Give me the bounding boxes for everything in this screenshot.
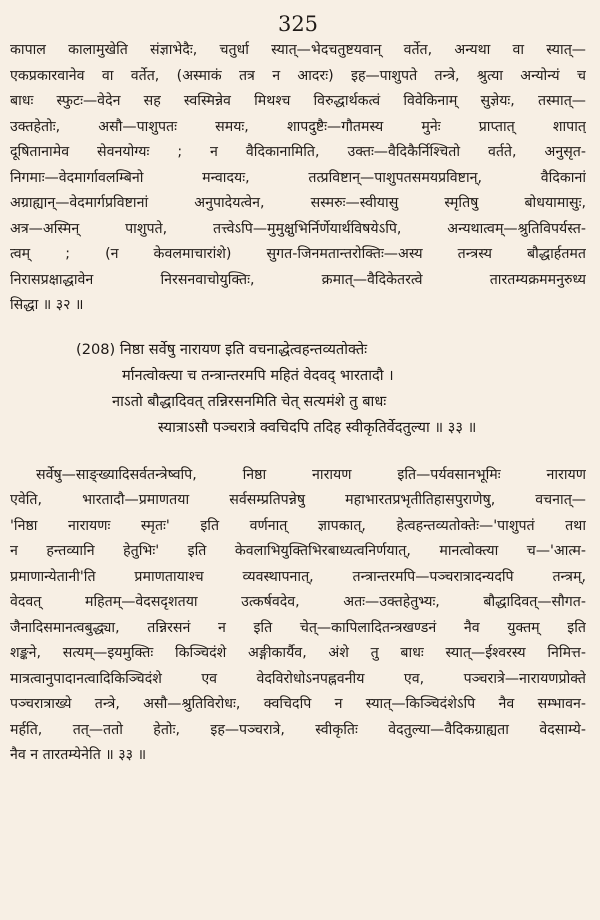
- commentary-line: मात्रत्वानुपादानत्वादिकिञ्चिदंशे एव वेदविरोधोऽनपह्नवनीय एव, पञ्चरात्रे—नारायणप्रोक्ते: [10, 670, 586, 687]
- commentary-line: उक्तहेतोः, असौ—पाशुपतः समयः, शापदुष्टैः—गौतमस्य मुनेः प्राप्तात् शापात्: [10, 118, 586, 135]
- commentary-line: दूषितानामेव सेवनयोग्यः ; न वैदिकानामिति, उक्तः—वैदिकैर्निश्चितो वर्तते, अनुसृत-: [10, 144, 586, 160]
- commentary-line: शङ्कने, सत्यम्—इयमुक्तिः किञ्चिदंशे अङ्गीकार्यैव, अंशे तु बाधः स्यात्—ईश्वरस्य निमित्त-: [10, 645, 586, 661]
- commentary-block-1: [10, 38, 586, 319]
- commentary-block-2: [10, 463, 586, 769]
- verse-block: [10, 337, 586, 441]
- commentary-line: एवेति, भारतादौ—प्रमाणतया सर्वसम्प्रतिपन्नेषु महाभारतप्रभृतीतिहासपुराणेषु, वचनात्—: [10, 492, 586, 508]
- commentary-line: नैव न तारतम्येनेति ॥ ३३ ॥: [10, 747, 147, 763]
- commentary-line: मर्हति, तत्—ततो हेतोः, इह—पञ्चरात्रे, स्वीकृतिः वेदतुल्या—वैदिकग्राह्यता वेदसाम्ये-: [10, 721, 586, 738]
- commentary-line: अग्राह्यान्—वेदमार्गप्रविष्टानां अनुपादेयत्वेन, सस्मरुः—स्वीयासु स्मृतिषु बोधयामासुः,: [10, 195, 586, 211]
- commentary-line: 'निष्ठा नारायणः स्मृतः' इति वर्णनात् ज्ञापकात्, हेत्वहन्तव्यतोक्तेः—'पाशुपतं तथा: [10, 517, 586, 534]
- commentary-line: सिद्धा ॥ ३२ ॥: [10, 297, 84, 313]
- commentary-line: न हन्तव्यानि हेतुभिः' इति केवलाभियुक्तिभिरबाध्यत्वनिर्णयात्, मानत्वोक्त्या च—'आत्म-: [10, 543, 586, 559]
- commentary-line: निरासप्रक्षाद्धावेन निरसनवाचोयुक्तिः, क्रमात्—वैदिकेतरत्वे तारतम्यक्रममनुरुध्य: [10, 271, 586, 288]
- commentary-line: प्रमाणान्येतानी'ति प्रमाणतायाश्च व्यवस्थापनात्, तन्त्रान्तरमपि—पञ्चरात्रादन्यदपि तन्त्रम्,: [10, 568, 586, 585]
- commentary-line: त्वम् ; (न केवलमाचारांशे) सुगत-जिनमतान्तरोक्तिः—अस्य तन्त्रस्य बौद्धार्हतमत: [10, 246, 586, 262]
- commentary-line: एकप्रकारवानेव वा वर्तेत, (अस्माकं तत्र न आदरः) इह—पाशुपते तन्त्रे, श्रुत्या अन्योन्यं च: [10, 67, 586, 84]
- commentary-line: पञ्चरात्राख्ये तन्त्रे, असौ—श्रुतिविरोधः, क्वचिदपि न स्यात्—किञ्चिदंशेऽपि नैव सम्भावन-: [10, 696, 586, 712]
- verse-line: र्मानत्वोक्त्या च तन्त्रान्तरमपि महितं वेदवद् भारतादौ ।: [122, 366, 394, 384]
- verse-line: नाऽतो बौद्धादिवत् तन्निरसनमिति चेत् सत्यमंशे तु बाधः: [112, 392, 387, 410]
- commentary-line: कापाल कालामुखेति संज्ञाभेदैः, चतुर्धा स्यात्—भेदचतुष्टयवान् वर्तेत, अन्यथा वा स्यात्—: [10, 42, 586, 58]
- commentary-line: बाधः स्फुटः—वेदेन सह स्वस्मिन्नेव मिथश्च विरुद्धार्थकत्वं विवेकिनाम् सुज्ञेयः, तस्मात्—: [10, 93, 586, 109]
- commentary-line: निगमाः—वेदमार्गावलम्बिनो मन्वादयः, तत्प्रविष्टान्—पाशुपतसमयप्रविष्टान्, वैदिकानां: [10, 169, 586, 186]
- commentary-line: जैनादिसमानत्वबुद्ध्या, तन्निरसनं न इति चेत्—कापिलादितन्त्रखण्डनं नैव युक्तम् इति: [10, 619, 586, 636]
- commentary-line: सर्वेषु—साङ्ख्यादिसर्वतन्त्रेष्वपि, निष्ठा नारायण इति—पर्यवसानभूमिः नारायण: [36, 466, 586, 483]
- commentary-line: अत्र—अस्मिन् पाशुपते, तत्त्वेऽपि—मुमुक्षुभिर्निर्णेयार्थविषयेऽपि, अन्यथात्वम्—श्रुतिविपर्यस्त-: [10, 220, 586, 237]
- commentary-line: वेदवत् महितम्—वेदसदृशतया उत्कर्षवदेव, अतः—उक्तहेतुभ्यः, बौद्धादिवत्—सौगत-: [10, 594, 586, 610]
- page-number: 325: [277, 12, 319, 36]
- verse-line: स्यात्राऽसौ पञ्चरात्रे क्वचिदपि तदिह स्वीकृतिर्वेदतुल्या ॥ ३३ ॥: [158, 418, 477, 436]
- verse-line: (208) निष्ठा सर्वेषु नारायण इति वचनाद्धेत्वहन्तव्यतोक्तेः: [76, 340, 368, 358]
